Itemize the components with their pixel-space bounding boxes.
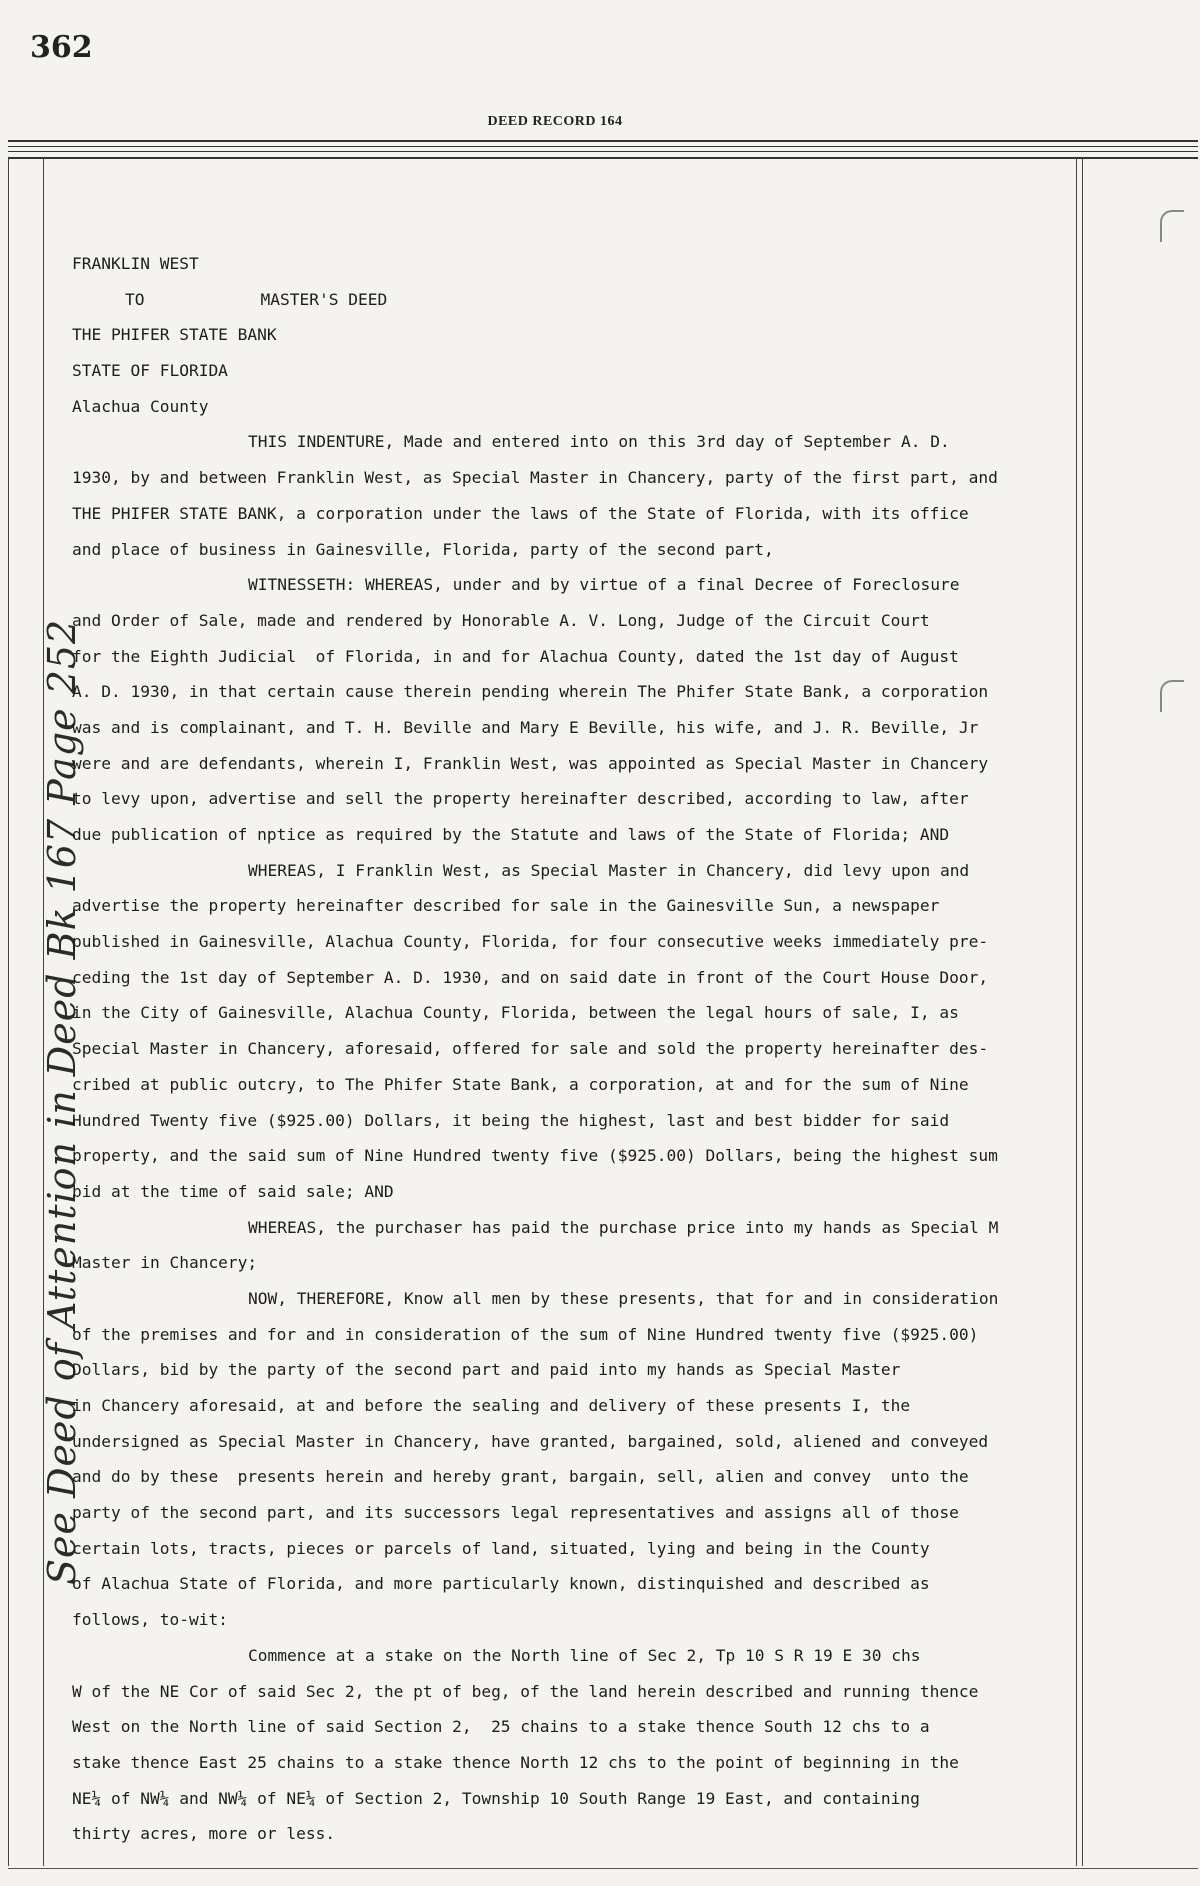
body-line: and do by these presents herein and hereby grant, bargain, sell, alien and convey unto the (72, 1467, 969, 1487)
body-line: due publication of nptice as required by the Statute and laws of the State of Florida; AND (72, 825, 950, 844)
left-border-line (8, 158, 9, 1866)
body-line: was and is complainant, and T. H. Beville and Mary E Beville, his wife, and J. R. Beville, Jr (72, 717, 979, 737)
legal-description-line: Commence at a stake on the North line of Sec 2, Tp 10 S R 19 E 30 chs (248, 1645, 921, 1665)
body-line: THE PHIFER STATE BANK, a corporation under the laws of the State of Florida, with its office (72, 503, 969, 523)
body-line: WHEREAS, the purchaser has paid the purchase price into my hands as Special M (248, 1217, 999, 1237)
body-line: to levy upon, advertise and sell the property hereinafter described, according to law, after (72, 789, 969, 809)
body-line: undersigned as Special Master in Chancery, have granted, bargained, sold, aliened and conveyed (72, 1431, 989, 1451)
state-line: STATE OF FLORIDA (72, 361, 228, 381)
right-border-line (1082, 158, 1083, 1866)
body-line: party of the second part, and its successors legal representatives and assigns all of those (72, 1503, 959, 1523)
footer-rule (8, 1868, 1198, 1869)
deed-body (72, 246, 1082, 1852)
body-line: WHEREAS, I Franklin West, as Special Master in Chancery, did levy upon and (248, 860, 970, 880)
header-rule (8, 151, 1198, 152)
header-rule (8, 157, 1198, 159)
county-line: Alachua County (72, 396, 209, 416)
legal-description-line: W of the NE Cor of said Sec 2, the pt of beg, of the land herein described and running thence (72, 1681, 979, 1701)
body-line: bid at the time of said sale; AND (72, 1181, 394, 1201)
binding-mark (1160, 210, 1184, 242)
body-line: WITNESSETH: WHEREAS, under and by virtue of a final Decree of Foreclosure (248, 575, 960, 595)
body-line: and place of business in Gainesville, Florida, party of the second part, (72, 539, 774, 559)
body-line: THIS INDENTURE, Made and entered into on this 3rd day of September A. D. (248, 432, 950, 452)
binding-mark (1160, 680, 1184, 712)
body-line: Dollars, bid by the party of the second part and paid into my hands as Special Master (72, 1360, 901, 1380)
body-line: for the Eighth Judicial of Florida, in and for Alachua County, dated the 1st day of August (72, 646, 959, 666)
body-line: in the City of Gainesville, Alachua County, Florida, between the legal hours of sale, I, as (72, 1003, 959, 1023)
body-line: of the premises and for and in consideration of the sum of Nine Hundred twenty five ($925.00) (72, 1324, 979, 1344)
body-line: Master in Chancery; (72, 1253, 258, 1273)
legal-description-line: thirty acres, more or less. (72, 1824, 336, 1844)
body-line: certain lots, tracts, pieces or parcels of land, situated, lying and being in the County (72, 1538, 930, 1558)
record-header: DEED RECORD 164 (487, 114, 623, 129)
heading-to-line (72, 282, 1082, 318)
body-line: NOW, THEREFORE, Know all men by these presents, that for and in consideration (248, 1288, 999, 1308)
handwritten-margin-note: See Deed of Attention in Deed Bk 167 Page 252 (40, 618, 84, 1585)
body-line: 1930, by and between Franklin West, as Special Master in Chancery, party of the first part, and (72, 468, 998, 488)
body-line: property, and the said sum of Nine Hundred twenty five ($925.00) Dollars, being the highest sum (72, 1146, 998, 1166)
legal-description-line: stake thence East 25 chains to a stake thence North 12 chs to the point of beginning in the (72, 1752, 959, 1772)
body-line: in Chancery aforesaid, at and before the sealing and delivery of these presents I, the (72, 1396, 911, 1415)
body-line: were and are defendants, wherein I, Franklin West, was appointed as Special Master in Chancery (72, 753, 989, 773)
body-line: cribed at public outcry, to The Phifer State Bank, a corporation, at and for the sum of Nine (72, 1074, 969, 1094)
page-number: 362 (30, 30, 93, 65)
legal-description-line: West on the North line of said Section 2, 25 chains to a stake thence South 12 chs to a (72, 1717, 930, 1737)
body-line: Hundred Twenty five ($925.00) Dollars, it being the highest, last and best bidder for said (72, 1110, 950, 1130)
grantee-name: THE PHIFER STATE BANK (72, 325, 277, 345)
header-rule (8, 146, 1198, 147)
body-line: published in Gainesville, Alachua County, Florida, for four consecutive weeks immediately pre- (72, 932, 989, 952)
body-line: follows, to-wit: (72, 1610, 228, 1630)
body-line: of Alachua State of Florida, and more particularly known, distinquished and described as (72, 1574, 930, 1594)
header-rule (8, 140, 1198, 142)
instrument-title: MASTER'S DEED (260, 289, 388, 309)
body-line: Special Master in Chancery, aforesaid, offered for sale and sold the property hereinafter des- (72, 1039, 989, 1059)
body-line: A. D. 1930, in that certain cause therein pending wherein The Phifer State Bank, a corporation (72, 682, 989, 702)
legal-description-line: NE¼ of NW¼ and NW¼ of NE¼ of Section 2, Township 10 South Range 19 East, and containing (72, 1788, 920, 1808)
heading-to: TO (125, 289, 145, 309)
grantor-name: FRANKLIN WEST (72, 254, 199, 273)
body-line: and Order of Sale, made and rendered by Honorable A. V. Long, Judge of the Circuit Court (72, 610, 930, 630)
body-line: advertise the property hereinafter described for sale in the Gainesville Sun, a newspaper (72, 896, 940, 916)
body-line: ceding the 1st day of September A. D. 1930, and on said date in front of the Court House Door, (72, 967, 989, 987)
